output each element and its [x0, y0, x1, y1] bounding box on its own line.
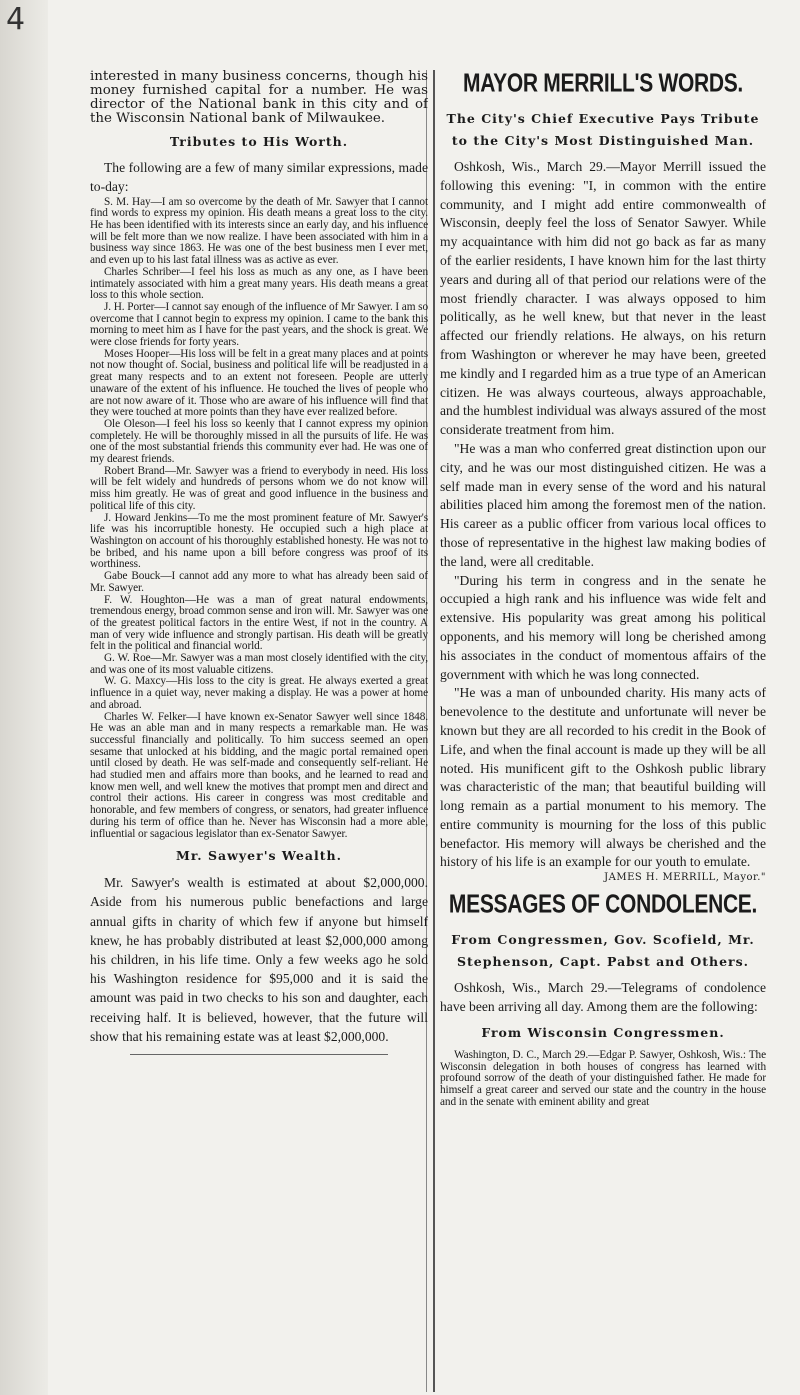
tribute: J. Howard Jenkins—To me the most prominent feature of Mr. Sawyer's life was his incorruptible honesty. He occupied such a high place at Washington on account of his thoroughly established honesty. He was not to be bribed, and his name upon a bill before congress was proof of its worthiness.: [90, 511, 428, 571]
wealth-heading: Mr. Sawyer's Wealth.: [176, 848, 342, 864]
tribute: S. M. Hay—I am so overcome by the death of Mr. Sawyer that I cannot find words to express my opinion. His death means a great loss to the city. He has been identified with its interests since an early day, and his influence will be felt more than we now realize. I have been associated with him in a business way since 1863. He was one of the best business men I ever met, and even up to his last fatal illness was as active as ever.: [90, 195, 428, 267]
column-rule: [433, 70, 435, 1392]
tribute: W. G. Maxcy—His loss to the city is great. He always exerted a great influence in a quiet way, never making a display. He was a power at home and abroad.: [90, 675, 428, 711]
condolence-intro: Oshkosh, Wis., March 29.—Telegrams of condolence have been arriving all day. Among them are the following:: [440, 980, 766, 1015]
mayor-paragraph: "He was a man who conferred great distinction upon our city, and he was our most distinguished citizen. He was a self made man in every sense of the word and his natural abilities placed him among the foremost men of the nation. His career as a public officer from various local offices to those of representative in the highest law making bodies of the land, were all creditable.: [440, 440, 766, 569]
tribute: Moses Hooper—His loss will be felt in a great many places and at points not now thought of. Social, business and political life will be readjusted in a great many respects and to an extent not foreseen. People are utterly unaware of the extent of his influence. He touched the lives of people who are not now aware of it. Those who are aware of his influence will find that they were touched at more points than they have ever realized before.: [90, 347, 428, 419]
tributes-list: [90, 197, 428, 841]
right-column: [440, 0, 766, 1395]
deck-condolence: From Congressmen, Gov. Scofield, Mr. Stephenson, Capt. Pabst and Others.: [451, 932, 755, 970]
page-number: 4: [6, 2, 26, 37]
telegram-text: Washington, D. C., March 29.—Edgar P. Sawyer, Oshkosh, Wis.: The Wisconsin delegation in both houses of congress has learned with profound sorrow of the death of your distinguished father. He made for himself a great career and served our state and the country in the house and in the senate with eminent ability and great: [440, 1048, 766, 1108]
tribute: Ole Oleson—I feel his loss so keenly that I cannot express my opinion completely. He will be thoroughly missed in all the pursuits of life. He was one of the most substantial friends this community ever had. He was one of my dearest friends.: [90, 417, 428, 466]
tribute: J. H. Porter—I cannot say enough of the influence of Mr Sawyer. I am so overcome that I cannot begin to express my opinion. I came to the bank this morning to meet him as I have for the past years, and the shock is great. We were close friends for forty years.: [90, 300, 428, 349]
tribute: Charles Schriber—I feel his loss as much as any one, as I have been intimately associated with him a great many years. His death means a great loss to this whole section.: [90, 265, 428, 302]
tribute: Charles W. Felker—I have known ex-Senator Sawyer well since 1848. He was an able man and in many respects a remarkable man. He was successful financially and politically. To him success seemed an open sesame that unlocked at his bidding, and the magic portal remained open until closed by death. He was self-made and consequently self-reliant. He had studied men and affairs more than books, and he learned to read and know men well, and well knew the motives that prompt men and direct and control their actions. His career in congress was most creditable and honorable, and few members of congress, or senators, had greater influence during his term of office than he. Never has Wisconsin had a more able, influential or sagacious legislator than ex-Senator Sawyer.: [90, 710, 428, 840]
headline-condolence: MESSAGES OF CONDOLENCE.: [448, 890, 758, 920]
wealth-text: Mr. Sawyer's wealth is estimated at about $2,000,000. Aside from his numerous public benefactions and large annual gifts in charity of which few if anyone but himself knew, he has probably distributed at least $2,000,000 among his children, in his life time. Only a few weeks ago he sold his Washington residence for $95,000 and it is said the amount was paid in two checks to his son and daughter, each receiving half. It is believed, however, that the future will show that his remaining estate was at least $2,000,000.: [90, 875, 428, 1044]
signature: JAMES H. MERRILL, Mayor.": [604, 872, 766, 884]
tribute: Gabe Bouck—I cannot add any more to what has already been said of Mr. Sawyer.: [90, 570, 428, 594]
tribute: F. W. Houghton—He was a man of great natural endowments, tremendous energy, broad common sense and iron will. Mr. Sawyer was one of the greatest political factors in the entire West, if not in the country. A man of very wide influence and strongly partisan. His death will be greatly felt in the political and financial world.: [90, 593, 428, 653]
scan-margin: [0, 0, 48, 1395]
tributes-intro: The following are a few of many similar expressions, made to-day:: [90, 160, 428, 194]
tribute: G. W. Roe—Mr. Sawyer was a man most closely identified with the city, and was one of its most valuable citizens.: [90, 652, 428, 676]
mayor-paragraph: "During his term in congress and in the senate he occupied a high rank and his influence was wide felt and extensive. His popularity was great among his political opponents, and his memory will long be cherished among his associates in the conduct of momentous affairs of the government with which he was long connected.: [440, 572, 766, 682]
tributes-heading: Tributes to His Worth.: [169, 134, 349, 149]
tribute: Robert Brand—Mr. Sawyer was a friend to everybody in need. His loss will be felt widely and hundreds of persons whom we do not know will miss him greatly. He was of great and good influence in the business and political life of this city.: [90, 464, 428, 512]
left-column: [90, 0, 428, 1395]
congressmen-subhead: From Wisconsin Congressmen.: [481, 1024, 725, 1040]
mayor-paragraph: Oshkosh, Wis., March 29.—Mayor Merrill issued the following this evening: "I, in common with the entire community, and I might add entire commonwealth of Wisconsin, deeply feel the loss of Senator Sawyer. While my acquaintance with him did not go back as far as many of the earlier residents, I have known him for the last thirty years and during all of that period our relations were of the most friendly character. I was always opposed to him politically, as he well knew, but that never in the least affected our friendly relations. He always, on his return from Washington or wherever he may have been, greeted me kindly and I regarded him as a true type of an American citizen. He was always courteous, always approachable, and the humblest individual was always assured of the most considerate treatment from him.: [440, 159, 766, 438]
deck-mayor: The City's Chief Executive Pays Tribute to the City's Most Distinguished Man.: [446, 111, 760, 148]
opening-text: interested in many business concerns, though his money furnished capital for a number. He was director of the National bank in this city and of the Wisconsin National bank of Milwaukee.: [90, 69, 428, 126]
mayor-paragraph: "He was a man of unbounded charity. His many acts of benevolence to the destitute and unfortunate will never be known but they are all recorded to his credit in the Book of Life, and when the final account is made up they will be all noted. His munificent gift to the Oshkosh public library was characteristic of the man; that beautiful building will long remain as a partial monument to his memory. The entire community is mourning for the loss of this public benefactor. His memory will always be cherished and the history of his life is an example for our youth to emulate.: [440, 685, 766, 870]
divider: [130, 1054, 388, 1055]
headline-mayor: MAYOR MERRILL'S WORDS.: [463, 69, 743, 98]
